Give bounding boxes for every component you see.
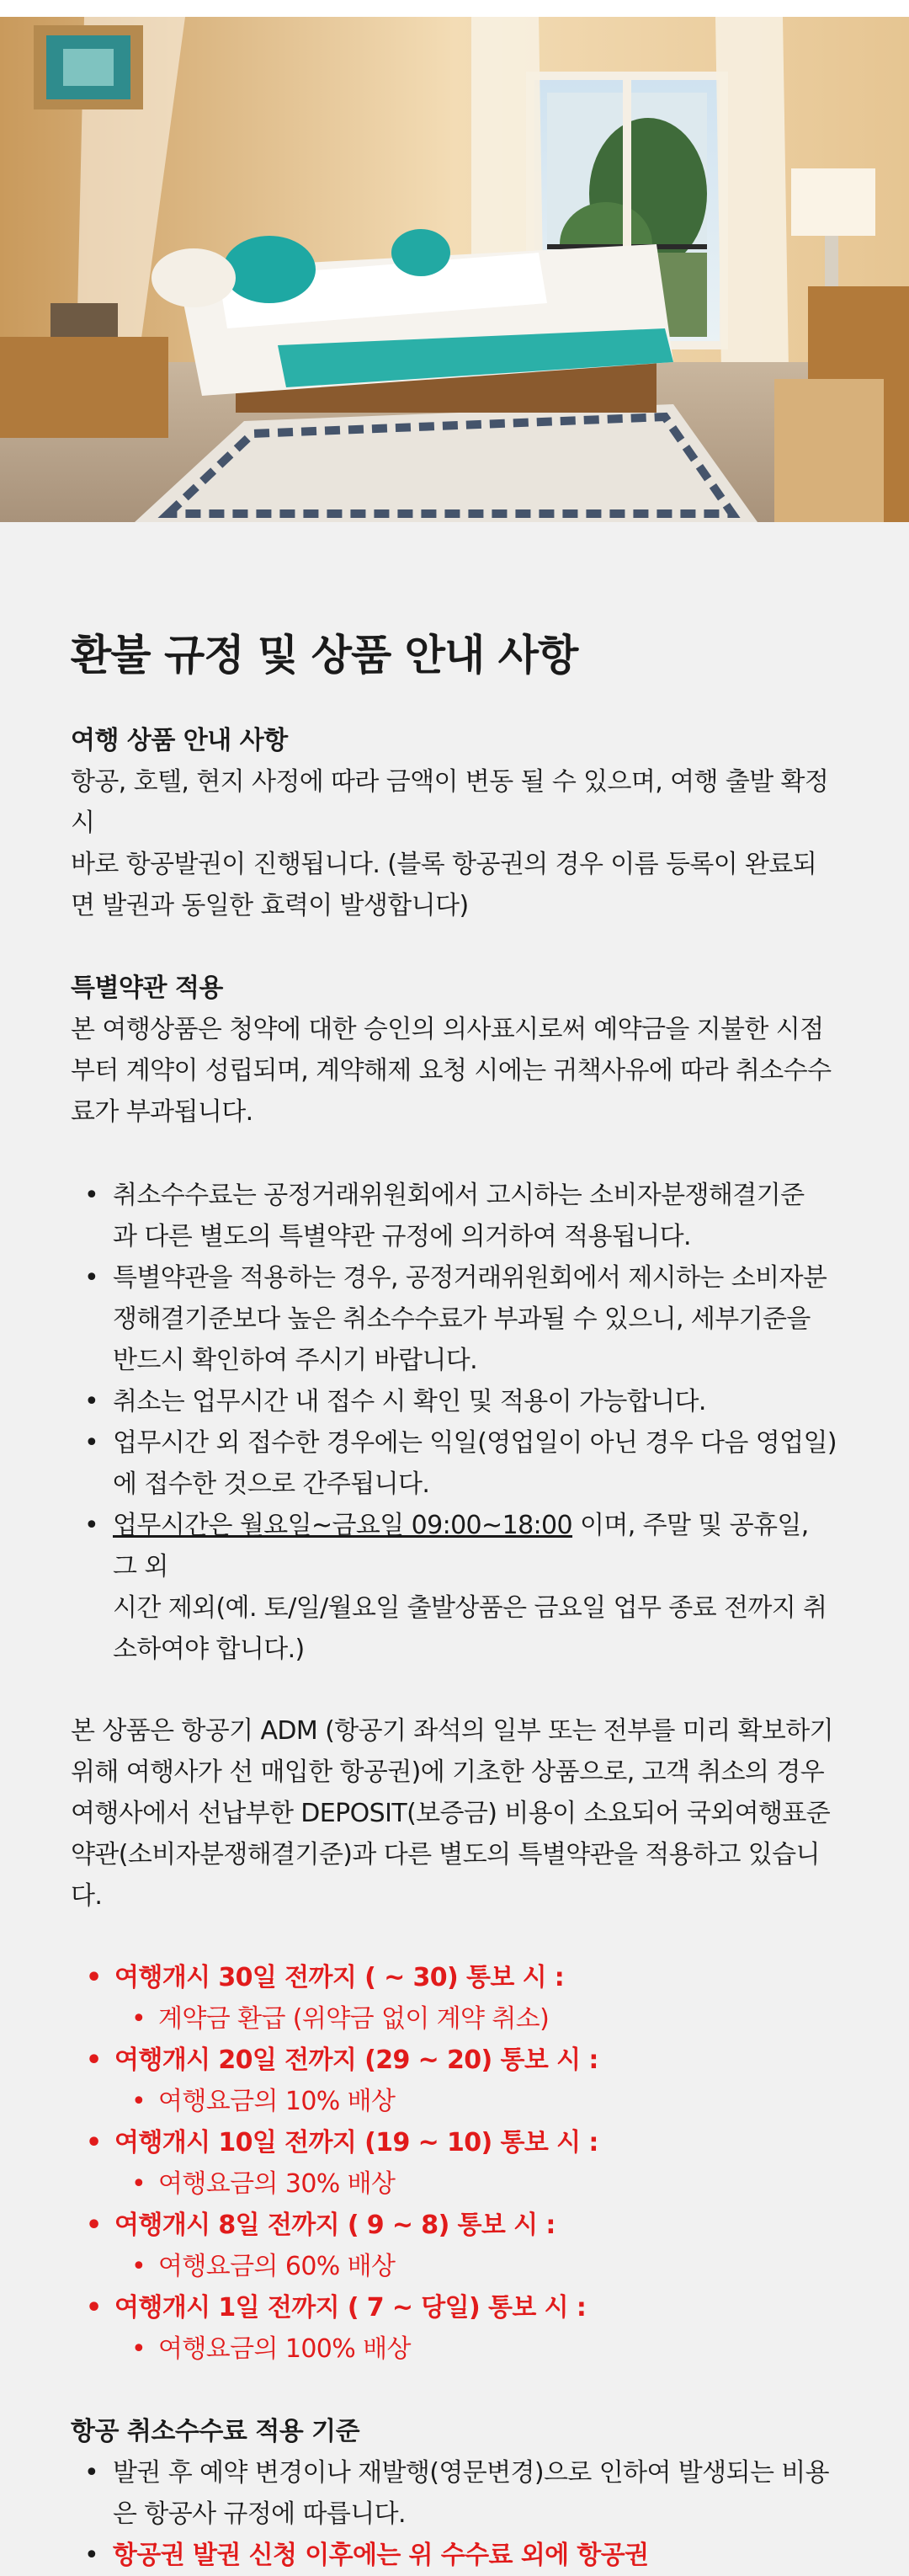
- section-title-product: 여행 상품 안내 사항: [71, 726, 288, 755]
- list-item-line: 과 다른 별도의 특별약관 규정에 의거하여 적용됩니다.: [113, 1222, 691, 1251]
- list-item-line: • 취소는 업무시간 내 접수 시 확인 및 적용이 가능합니다.: [113, 1387, 706, 1416]
- hotel-room-illustration: [0, 0, 909, 522]
- refund-rule-detail: • 여행요금의 10% 배상: [71, 2081, 838, 2122]
- refund-rule-label: 여행개시 1일 전까지 ( 7 ~ 당일) 통보 시 :: [114, 2293, 587, 2323]
- special-line: 본 여행상품은 청약에 대한 승인의 의사표시로써 예약금을 지불한 시점: [71, 1015, 824, 1044]
- page-title: 환불 규정 및 상품 안내 사항: [71, 631, 578, 680]
- list-item-line: 은 항공사 규정에 따릅니다.: [113, 2499, 406, 2529]
- list-item-line: 쟁해결기준보다 높은 취소수수료가 부과될 수 있으니, 세부기준을: [113, 1304, 811, 1334]
- refund-rule: [71, 2287, 838, 2370]
- list-item-line: • 업무시간 외 접수한 경우에는 익일(영업일이 아닌 경우 다음 영업일): [113, 1428, 837, 1458]
- refund-rule-label: 여행개시 10일 전까지 (19 ~ 10) 통보 시 :: [114, 2128, 598, 2157]
- special-line: 부터 계약이 성립되며, 계약해제 요청 시에는 귀책사유에 따라 취소수수: [71, 1056, 832, 1085]
- refund-rule: [71, 2205, 838, 2287]
- cancellation-rules-list: [71, 1175, 838, 1670]
- refund-schedule-list: [71, 1957, 838, 2370]
- product-line: 바로 항공발권이 진행됩니다. (블록 항공권의 경우 이름 등록이 완료되: [71, 850, 817, 879]
- refund-rule: [71, 2040, 838, 2122]
- list-item-line: • 취소수수료는 공정거래위원회에서 고시하는 소비자분쟁해결기준: [113, 1181, 805, 1210]
- list-item: [71, 1505, 838, 1670]
- product-line: 면 발권과 동일한 효력이 발생합니다): [71, 891, 469, 920]
- adm-line: 본 상품은 항공기 ADM (항공기 좌석의 일부 또는 전부를 미리 확보하기: [71, 1716, 834, 1746]
- list-item-line: • 항공권 발권 신청 이후에는 위 수수료 외에 항공권: [113, 2541, 649, 2570]
- business-hours-text: 업무시간은 월요일~금요일 09:00~18:00: [113, 1511, 573, 1540]
- list-item: [71, 1422, 838, 1505]
- refund-rule-label: 여행개시 30일 전까지 ( ~ 30) 통보 시 :: [114, 1963, 565, 1992]
- adm-line: 다.: [71, 1881, 103, 1911]
- product-line: 항공, 호텔, 현지 사정에 따라 금액이 변동 될 수 있으며, 여행 출발 확정시: [71, 767, 829, 838]
- adm-line: 약관(소비자분쟁해결기준)과 다른 별도의 특별약관을 적용하고 있습니: [71, 1840, 820, 1869]
- refund-rule-detail: • 여행요금의 100% 배상: [71, 2328, 838, 2370]
- refund-rule: [71, 1957, 838, 2040]
- list-item-line: 반드시 확인하여 주시기 바랍니다.: [113, 1346, 478, 1375]
- hero-image: [0, 0, 909, 522]
- special-line: 료가 부과됩니다.: [71, 1097, 253, 1127]
- refund-rule-label: 여행개시 20일 전까지 (29 ~ 20) 통보 시 :: [114, 2045, 598, 2075]
- refund-rule-detail: • 여행요금의 60% 배상: [71, 2246, 838, 2287]
- list-item: [71, 1175, 838, 1257]
- list-item-line: • 특별약관을 적용하는 경우, 공정거래위원회에서 제시하는 소비자분: [113, 1263, 827, 1293]
- refund-rule-detail: • 여행요금의 30% 배상: [71, 2163, 838, 2205]
- airline-fee-list: [71, 2452, 838, 2576]
- list-item-line: 소하여야 합니다.): [113, 1635, 305, 1664]
- refund-rule-label: 여행개시 8일 전까지 ( 9 ~ 8) 통보 시 :: [114, 2211, 556, 2240]
- refund-rule: [71, 2122, 838, 2205]
- adm-line: 위해 여행사가 선 매입한 항공권)에 기초한 상품으로, 고객 취소의 경우: [71, 1757, 825, 1787]
- list-item: [71, 2535, 838, 2576]
- list-item: [71, 2452, 838, 2535]
- refund-rule-detail: • 계약금 환급 (위약금 없이 계약 취소): [71, 1998, 838, 2040]
- section-title-airline: 항공 취소수수료 적용 기준: [71, 2417, 360, 2446]
- list-item-line: 이며, 주말 및 공휴일, 그 외: [113, 1511, 809, 1581]
- list-item: [71, 1381, 838, 1422]
- list-item-line: 에 접수한 것으로 간주됩니다.: [113, 1469, 430, 1499]
- adm-line: 여행사에서 선납부한 DEPOSIT(보증금) 비용이 소요되어 국외여행표준: [71, 1799, 831, 1828]
- list-item: [71, 1257, 838, 1381]
- section-title-special: 특별약관 적용: [71, 973, 223, 1003]
- list-item-line: • 발권 후 예약 변경이나 재발행(영문변경)으로 인하여 발생되는 비용: [113, 2458, 830, 2488]
- list-item-line: 시간 제외(예. 토/일/월요일 출발상품은 금요일 업무 종료 전까지 취: [113, 1593, 827, 1623]
